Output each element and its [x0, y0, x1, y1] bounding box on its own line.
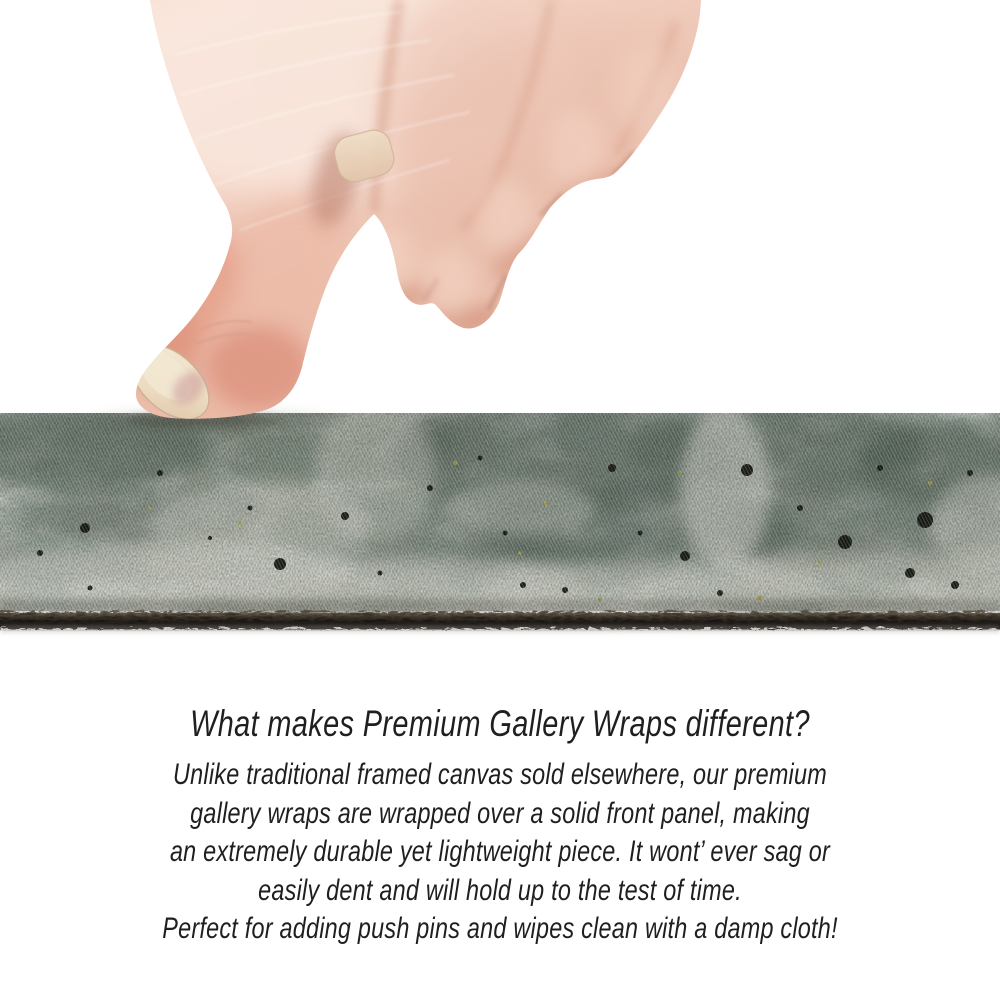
canvas-wrap-edge	[0, 413, 1000, 645]
canvas-shadow	[0, 626, 1000, 634]
canvas-weave-pattern	[0, 413, 1000, 611]
info-body-line-4: easily dent and will hold up to the test of time.	[258, 873, 742, 907]
info-body-line-2: gallery wraps are wrapped over a solid front panel, making	[190, 796, 810, 830]
hand-pressing-icon	[0, 0, 1000, 434]
hand-silhouette	[80, 0, 770, 434]
info-heading: What makes Premium Gallery Wraps different?	[190, 703, 810, 744]
info-body-line-3: an extremely durable yet lightweight piece. It wont’ ever sag or	[169, 835, 831, 869]
info-body-line-1: Unlike traditional framed canvas sold elsewhere, our premium	[173, 758, 827, 791]
info-body-line-5: Perfect for adding push pins and wipes clean with a damp cloth!	[162, 912, 838, 946]
info-text-block	[110, 700, 890, 949]
canvas-bottom-edge	[0, 610, 1000, 627]
